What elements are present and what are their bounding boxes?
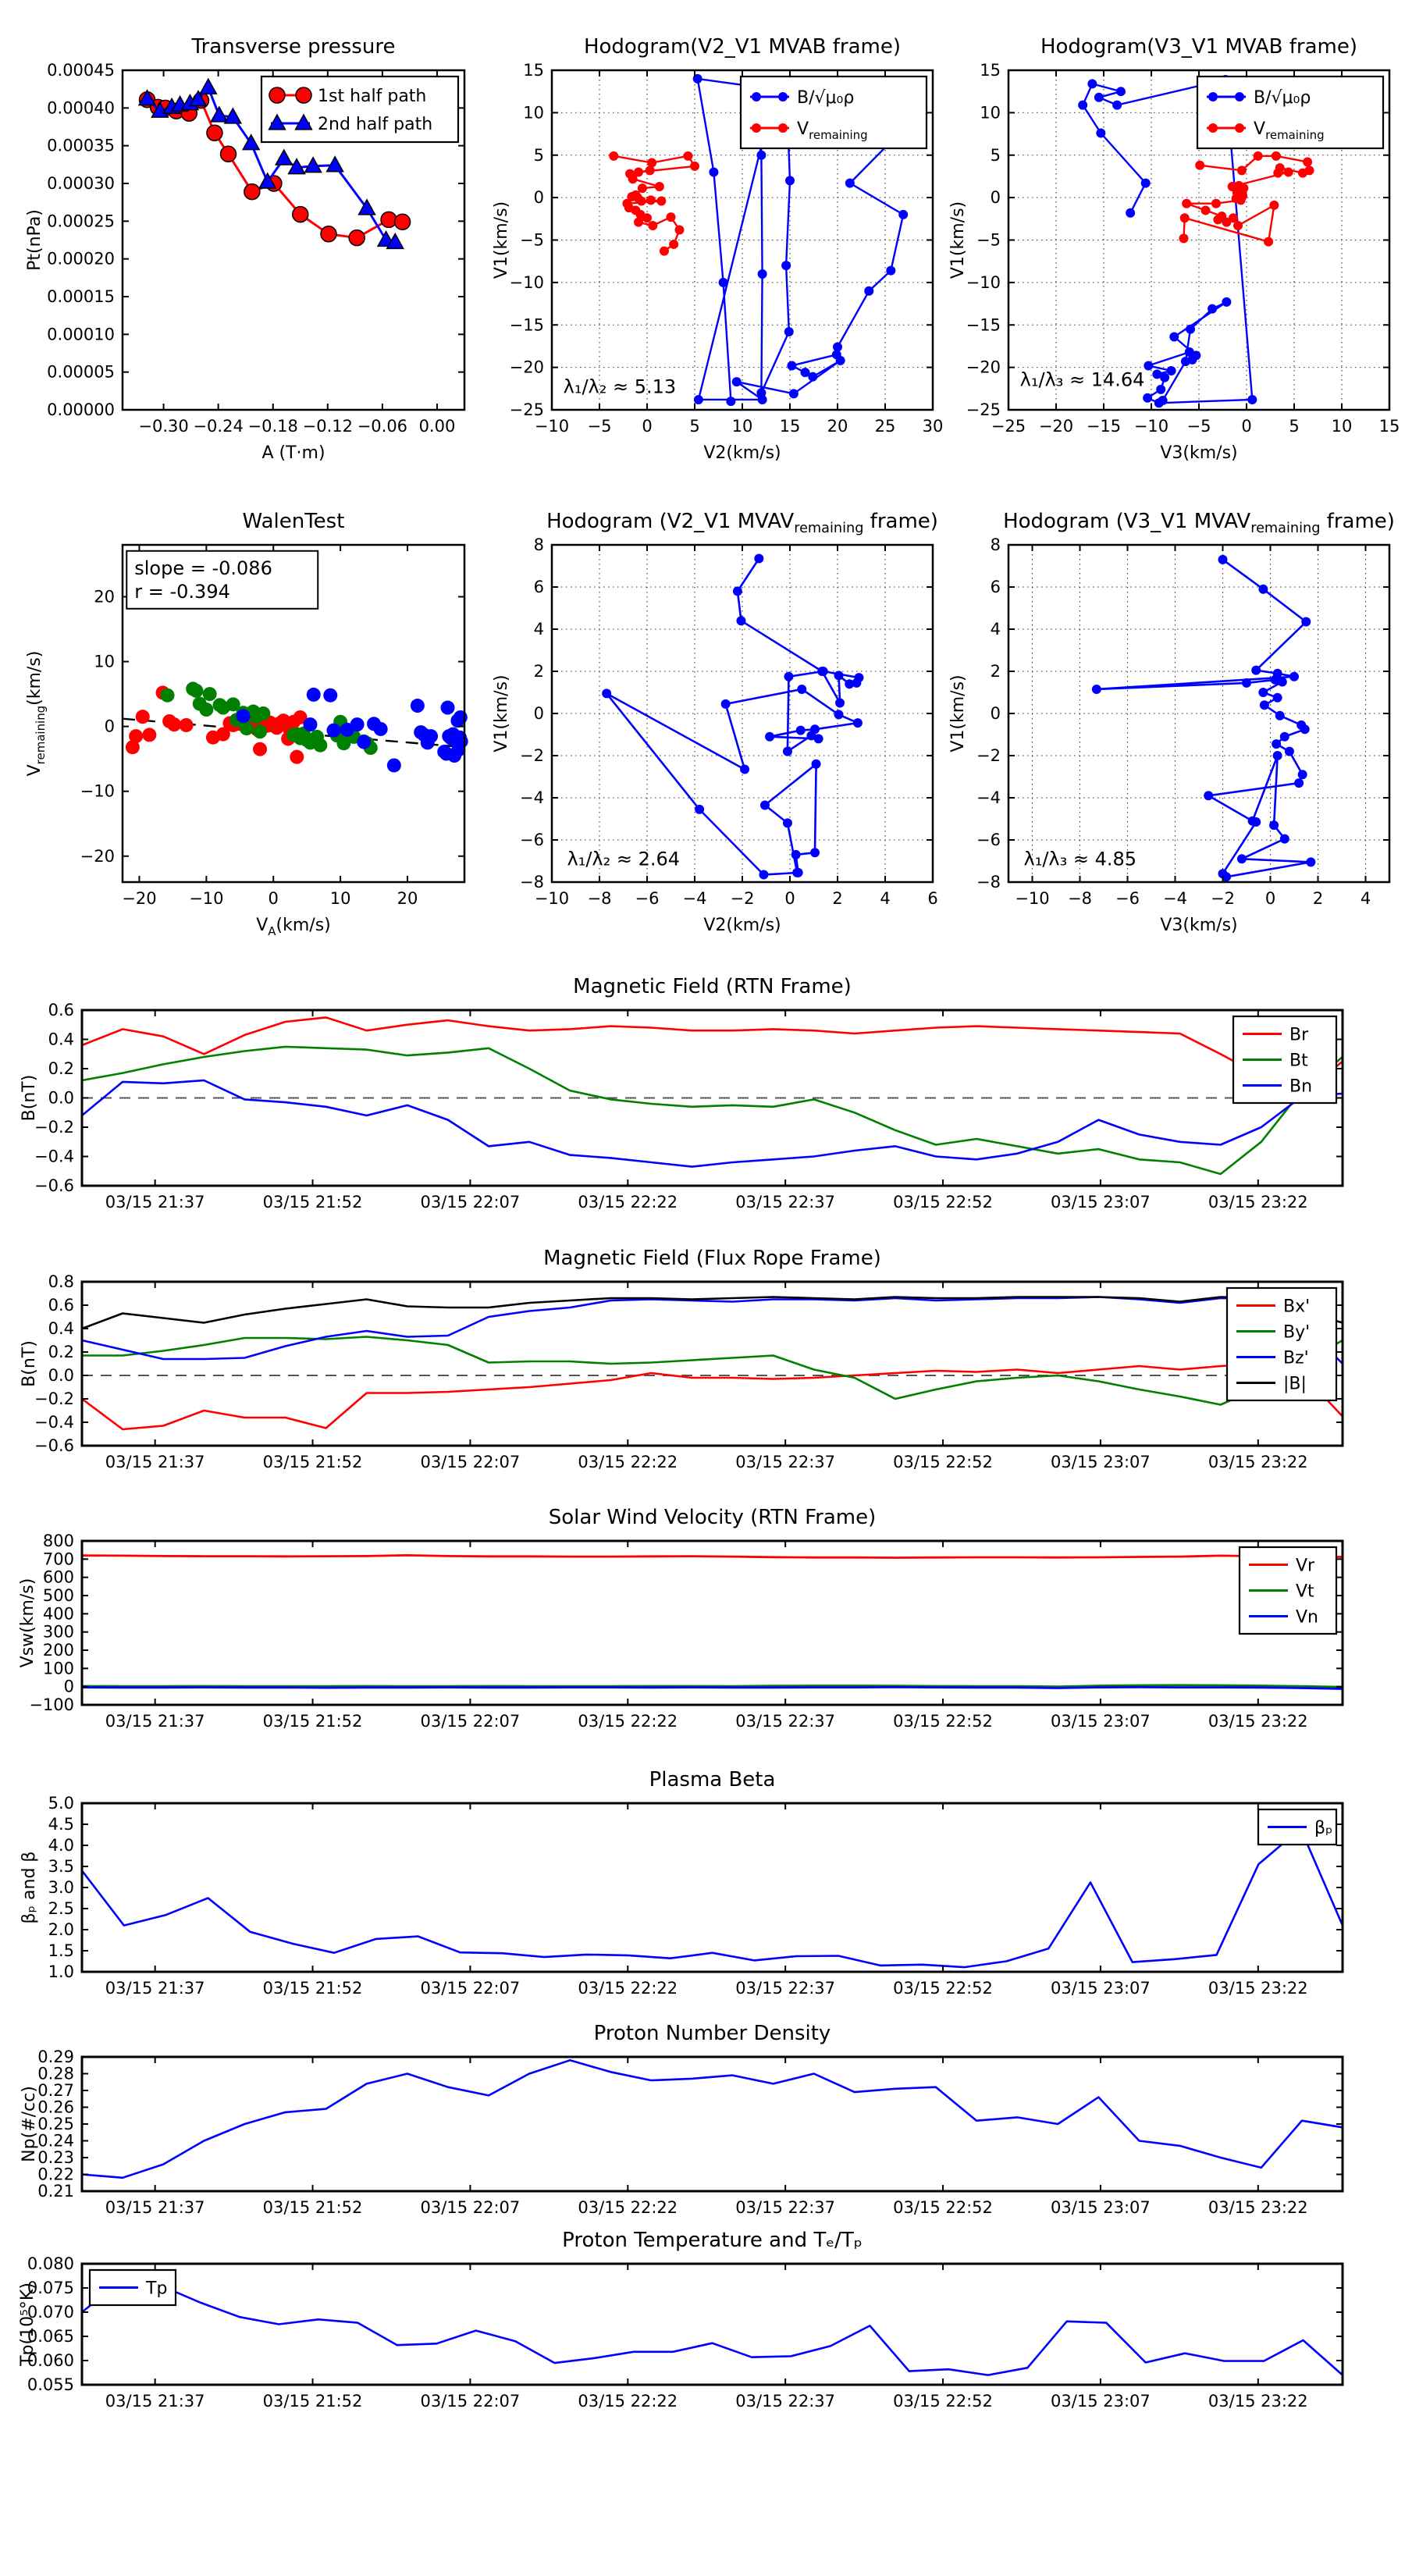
- svg-text:03/15 22:37: 03/15 22:37: [735, 1979, 836, 1998]
- svg-text:0: 0: [268, 889, 279, 908]
- svg-text:03/15 22:52: 03/15 22:52: [893, 2198, 993, 2217]
- svg-text:−8: −8: [520, 873, 544, 891]
- svg-text:0.00000: 0.00000: [47, 400, 115, 419]
- svg-text:−6: −6: [1115, 889, 1140, 908]
- svg-text:03/15 22:07: 03/15 22:07: [420, 1979, 521, 1998]
- svg-text:2: 2: [990, 662, 1001, 681]
- svg-text:03/15 22:22: 03/15 22:22: [578, 1979, 678, 1998]
- svg-text:−10: −10: [80, 781, 115, 801]
- svg-text:03/15 23:07: 03/15 23:07: [1051, 1712, 1151, 1731]
- svg-text:10: 10: [731, 417, 753, 436]
- svg-text:V3(km/s): V3(km/s): [1160, 443, 1238, 463]
- svg-text:−4: −4: [1163, 889, 1187, 908]
- svg-text:0: 0: [642, 417, 653, 436]
- svg-text:V2(km/s): V2(km/s): [703, 916, 781, 935]
- svg-text:Hodogram (V3_V1 MVAVremaining: Hodogram (V3_V1 $MVAV_{remaining}$ frame): [1003, 510, 1395, 536]
- svg-text:−20: −20: [509, 358, 544, 377]
- svg-text:V1(km/s): V1(km/s): [948, 674, 968, 753]
- svg-text:V2(km/s): V2(km/s): [703, 443, 781, 463]
- svg-text:Solar Wind Velocity (RTN Frame: Solar Wind Velocity (RTN Frame): [548, 1506, 877, 1529]
- svg-text:15: 15: [779, 417, 801, 436]
- svg-text:−8: −8: [976, 873, 1001, 891]
- svg-text:0.6: 0.6: [48, 1296, 74, 1315]
- svg-text:r = -0.394: r = -0.394: [134, 580, 230, 603]
- svg-text:0.25: 0.25: [37, 2115, 74, 2133]
- svg-text:−0.2: −0.2: [34, 1118, 74, 1137]
- svg-text:0.00045: 0.00045: [47, 61, 115, 80]
- svg-text:20: 20: [397, 889, 418, 908]
- svg-text:03/15 22:52: 03/15 22:52: [893, 1453, 993, 1471]
- svg-text:03/15 22:07: 03/15 22:07: [420, 1712, 521, 1731]
- svg-text:0: 0: [104, 717, 115, 736]
- svg-text:0.080: 0.080: [27, 2254, 74, 2273]
- svg-text:0: 0: [1241, 417, 1252, 436]
- svg-text:03/15 21:52: 03/15 21:52: [262, 1979, 363, 1998]
- svg-text:03/15 21:52: 03/15 21:52: [262, 1453, 363, 1471]
- svg-text:600: 600: [42, 1567, 74, 1587]
- svg-text:5: 5: [1289, 417, 1300, 436]
- svg-text:500: 500: [42, 1586, 74, 1605]
- svg-text:03/15 21:37: 03/15 21:37: [105, 1712, 205, 1731]
- svg-text:03/15 23:07: 03/15 23:07: [1051, 2392, 1151, 2411]
- svg-text:Vn: Vn: [1296, 1607, 1318, 1628]
- svg-text:03/15 22:22: 03/15 22:22: [578, 1453, 678, 1471]
- svg-text:−2: −2: [730, 889, 755, 908]
- svg-text:4: 4: [1360, 889, 1371, 908]
- svg-text:−20: −20: [122, 889, 157, 908]
- svg-text:−0.6: −0.6: [34, 1436, 74, 1455]
- svg-text:−4: −4: [976, 788, 1001, 807]
- svg-text:βₚ: βₚ: [1314, 1818, 1333, 1838]
- svg-text:−5: −5: [587, 417, 612, 436]
- svg-text:Pt(nPa): Pt(nPa): [25, 209, 44, 271]
- svg-text:Transverse pressure: Transverse pressure: [191, 35, 396, 59]
- svg-text:03/15 22:22: 03/15 22:22: [578, 2198, 678, 2217]
- svg-text:03/15 22:37: 03/15 22:37: [735, 2392, 836, 2411]
- svg-text:−25: −25: [991, 417, 1026, 436]
- svg-text:03/15 23:22: 03/15 23:22: [1208, 2198, 1308, 2217]
- svg-text:−20: −20: [966, 358, 1001, 377]
- svg-text:0: 0: [533, 188, 544, 208]
- svg-text:03/15 22:52: 03/15 22:52: [893, 1712, 993, 1731]
- svg-text:5: 5: [689, 417, 700, 436]
- svg-text:−25: −25: [966, 400, 1001, 419]
- svg-text:|B|: |B|: [1283, 1374, 1307, 1394]
- svg-text:λ₁/λ₃ ≈ 4.85: λ₁/λ₃ ≈ 4.85: [1023, 848, 1137, 870]
- svg-text:V1(km/s): V1(km/s): [492, 674, 511, 753]
- svg-text:8: 8: [990, 535, 1001, 554]
- svg-text:0: 0: [990, 188, 1001, 208]
- svg-text:0.8: 0.8: [48, 1272, 74, 1291]
- svg-text:B/√μ₀ρ: B/√μ₀ρ: [1254, 88, 1311, 108]
- svg-text:03/15 22:52: 03/15 22:52: [893, 2392, 993, 2411]
- svg-text:−0.30: −0.30: [138, 417, 189, 436]
- svg-text:0.00015: 0.00015: [47, 287, 115, 306]
- svg-text:2.0: 2.0: [48, 1920, 74, 1939]
- svg-text:slope = -0.086: slope = -0.086: [134, 557, 272, 579]
- svg-text:Vremaining: $V_{remaining}$: [797, 119, 868, 142]
- svg-text:15: 15: [523, 61, 544, 80]
- svg-text:βₚ and β: βₚ and β: [20, 1851, 39, 1924]
- svg-text:−0.06: −0.06: [357, 417, 408, 436]
- svg-text:5: 5: [533, 145, 544, 165]
- svg-text:Bx': Bx': [1283, 1297, 1311, 1317]
- svg-text:6: 6: [533, 578, 544, 596]
- svg-text:03/15 21:37: 03/15 21:37: [105, 1453, 205, 1471]
- svg-text:Hodogram(V3_V1 MVAB frame): Hodogram(V3_V1 MVAB frame): [1040, 35, 1358, 59]
- svg-text:−15: −15: [966, 315, 1001, 335]
- svg-text:−10: −10: [1133, 417, 1169, 436]
- svg-text:03/15 21:52: 03/15 21:52: [262, 1193, 363, 1212]
- svg-text:−8: −8: [587, 889, 612, 908]
- svg-text:2nd half path: 2nd half path: [318, 115, 433, 134]
- svg-text:−0.4: −0.4: [34, 1413, 74, 1432]
- svg-text:B(nT): B(nT): [20, 1340, 39, 1387]
- svg-text:Bz': Bz': [1283, 1348, 1309, 1368]
- svg-text:0.00: 0.00: [418, 417, 456, 436]
- svg-text:0.29: 0.29: [37, 2048, 74, 2066]
- svg-text:10: 10: [980, 103, 1001, 123]
- svg-text:10: 10: [1331, 417, 1353, 436]
- svg-text:03/15 23:22: 03/15 23:22: [1208, 1193, 1308, 1212]
- svg-text:−0.24: −0.24: [193, 417, 244, 436]
- svg-text:03/15 22:52: 03/15 22:52: [893, 1193, 993, 1212]
- svg-text:B(nT): B(nT): [20, 1074, 39, 1122]
- svg-text:Bn: Bn: [1289, 1076, 1313, 1097]
- svg-text:By': By': [1283, 1322, 1311, 1343]
- svg-text:Proton Number Density: Proton Number Density: [593, 2022, 831, 2045]
- svg-text:03/15 22:22: 03/15 22:22: [578, 1712, 678, 1731]
- svg-text:−0.6: −0.6: [34, 1176, 74, 1195]
- svg-text:4: 4: [533, 620, 544, 639]
- svg-text:15: 15: [980, 61, 1001, 80]
- svg-text:03/15 22:07: 03/15 22:07: [420, 2392, 521, 2411]
- svg-text:20: 20: [827, 417, 848, 436]
- svg-text:0.00025: 0.00025: [47, 212, 115, 231]
- svg-text:V1(km/s): V1(km/s): [492, 201, 511, 279]
- svg-text:800: 800: [42, 1532, 74, 1550]
- svg-text:0.2: 0.2: [48, 1059, 74, 1078]
- svg-text:−25: −25: [509, 400, 544, 419]
- svg-text:−10: −10: [1015, 889, 1050, 908]
- svg-text:03/15 22:37: 03/15 22:37: [735, 1193, 836, 1212]
- svg-text:25: 25: [874, 417, 896, 436]
- svg-text:0: 0: [1264, 889, 1276, 908]
- svg-text:2.5: 2.5: [48, 1899, 74, 1918]
- svg-text:Vt: Vt: [1296, 1582, 1314, 1602]
- svg-text:0.00040: 0.00040: [47, 98, 115, 118]
- svg-text:4: 4: [880, 889, 891, 908]
- svg-text:−0.12: −0.12: [302, 417, 353, 436]
- svg-text:03/15 21:52: 03/15 21:52: [262, 2392, 363, 2411]
- svg-text:−0.18: −0.18: [247, 417, 298, 436]
- svg-text:−4: −4: [682, 889, 707, 908]
- svg-text:−0.2: −0.2: [34, 1389, 74, 1408]
- svg-text:0.23: 0.23: [37, 2148, 74, 2167]
- svg-text:1.5: 1.5: [48, 1941, 74, 1960]
- svg-text:15: 15: [1378, 417, 1400, 436]
- svg-text:−5: −5: [1186, 417, 1211, 436]
- svg-text:Proton Temperature and Tₑ/Tₚ: Proton Temperature and Tₑ/Tₚ: [562, 2229, 863, 2252]
- svg-text:1st half path: 1st half path: [318, 87, 427, 106]
- svg-text:5.0: 5.0: [48, 1794, 74, 1813]
- svg-text:03/15 23:22: 03/15 23:22: [1208, 1712, 1308, 1731]
- svg-text:3.5: 3.5: [48, 1857, 74, 1876]
- svg-text:400: 400: [42, 1604, 74, 1624]
- svg-text:03/15 23:22: 03/15 23:22: [1208, 1453, 1308, 1471]
- svg-text:03/15 22:22: 03/15 22:22: [578, 2392, 678, 2411]
- svg-text:03/15 22:37: 03/15 22:37: [735, 2198, 836, 2217]
- svg-text:−10: −10: [534, 889, 570, 908]
- svg-text:B/√μ₀ρ: B/√μ₀ρ: [797, 88, 855, 108]
- svg-text:03/15 22:37: 03/15 22:37: [735, 1712, 836, 1731]
- svg-text:03/15 22:37: 03/15 22:37: [735, 1453, 836, 1471]
- svg-text:5: 5: [990, 145, 1001, 165]
- svg-text:10: 10: [523, 103, 544, 123]
- svg-text:100: 100: [42, 1659, 74, 1678]
- svg-text:10: 10: [329, 889, 351, 908]
- svg-text:Bt: Bt: [1289, 1051, 1308, 1071]
- svg-text:−2: −2: [520, 746, 544, 765]
- svg-text:λ₁/λ₂ ≈ 5.13: λ₁/λ₂ ≈ 5.13: [563, 375, 677, 398]
- svg-text:2: 2: [533, 662, 544, 681]
- svg-text:2: 2: [1312, 889, 1324, 908]
- svg-text:λ₁/λ₃ ≈ 14.64: λ₁/λ₃ ≈ 14.64: [1019, 368, 1145, 391]
- svg-text:03/15 21:37: 03/15 21:37: [105, 2198, 205, 2217]
- svg-text:0: 0: [63, 1677, 74, 1696]
- svg-text:03/15 23:22: 03/15 23:22: [1208, 2392, 1308, 2411]
- svg-text:0.24: 0.24: [37, 2131, 74, 2151]
- svg-text:−100: −100: [29, 1695, 74, 1714]
- svg-text:03/15 22:07: 03/15 22:07: [420, 1453, 521, 1471]
- svg-text:03/15 23:07: 03/15 23:07: [1051, 2198, 1151, 2217]
- svg-text:0.6: 0.6: [48, 1001, 74, 1019]
- svg-text:−5: −5: [976, 230, 1001, 250]
- svg-text:0.27: 0.27: [37, 2081, 74, 2100]
- svg-text:8: 8: [533, 535, 544, 554]
- svg-text:Np(#/cc): Np(#/cc): [20, 2086, 39, 2162]
- svg-text:4: 4: [990, 620, 1001, 639]
- svg-text:VA(km/s): $V_A(km/s)$: [256, 916, 331, 938]
- svg-text:03/15 23:07: 03/15 23:07: [1051, 1453, 1151, 1471]
- svg-text:−10: −10: [966, 272, 1001, 292]
- svg-text:0.0: 0.0: [48, 1366, 74, 1385]
- svg-text:0: 0: [533, 704, 544, 723]
- svg-text:0.28: 0.28: [37, 2064, 74, 2083]
- svg-text:03/15 23:22: 03/15 23:22: [1208, 1979, 1308, 1998]
- svg-text:03/15 21:37: 03/15 21:37: [105, 1193, 205, 1212]
- svg-text:Plasma Beta: Plasma Beta: [649, 1768, 776, 1791]
- svg-text:0.00020: 0.00020: [47, 249, 115, 269]
- svg-text:03/15 22:07: 03/15 22:07: [420, 2198, 521, 2217]
- svg-text:0.0: 0.0: [48, 1088, 74, 1108]
- svg-text:Hodogram (V2_V1 MVAVremaining: Hodogram (V2_V1 $MVAV_{remaining}$ frame): [546, 510, 938, 536]
- svg-text:0.055: 0.055: [27, 2375, 74, 2394]
- svg-text:Br: Br: [1289, 1025, 1309, 1045]
- svg-text:4.5: 4.5: [48, 1815, 74, 1834]
- svg-text:Hodogram(V2_V1 MVAB frame): Hodogram(V2_V1 MVAB frame): [583, 35, 902, 59]
- svg-text:0.22: 0.22: [37, 2165, 74, 2184]
- svg-text:−10: −10: [534, 417, 570, 436]
- svg-text:0.26: 0.26: [37, 2097, 74, 2117]
- svg-text:Vsw(km/s): Vsw(km/s): [18, 1578, 37, 1668]
- svg-text:1.0: 1.0: [48, 1962, 74, 1981]
- svg-text:700: 700: [42, 1550, 74, 1569]
- svg-text:300: 300: [42, 1622, 74, 1642]
- svg-text:−6: −6: [635, 889, 660, 908]
- svg-text:−15: −15: [1086, 417, 1122, 436]
- svg-text:0.4: 0.4: [48, 1319, 74, 1338]
- svg-text:03/15 23:07: 03/15 23:07: [1051, 1193, 1151, 1212]
- svg-text:03/15 21:52: 03/15 21:52: [262, 1712, 363, 1731]
- svg-text:0.065: 0.065: [27, 2327, 74, 2346]
- svg-text:03/15 21:52: 03/15 21:52: [262, 2198, 363, 2217]
- svg-text:0.00035: 0.00035: [47, 136, 115, 155]
- svg-text:λ₁/λ₂ ≈ 2.64: λ₁/λ₂ ≈ 2.64: [567, 848, 681, 870]
- svg-text:−10: −10: [189, 889, 224, 908]
- svg-text:6: 6: [990, 578, 1001, 596]
- svg-text:03/15 22:52: 03/15 22:52: [893, 1979, 993, 1998]
- svg-text:6: 6: [927, 889, 938, 908]
- svg-text:−0.4: −0.4: [34, 1147, 74, 1166]
- svg-text:0.00005: 0.00005: [47, 362, 115, 382]
- svg-text:03/15 21:37: 03/15 21:37: [105, 1979, 205, 1998]
- svg-text:2: 2: [832, 889, 843, 908]
- svg-text:−20: −20: [80, 846, 115, 866]
- svg-text:Vremaining: $V_{remaining}$: [1254, 119, 1325, 142]
- svg-text:−8: −8: [1068, 889, 1092, 908]
- svg-text:200: 200: [42, 1641, 74, 1660]
- svg-text:20: 20: [94, 587, 115, 607]
- svg-text:03/15 22:07: 03/15 22:07: [420, 1193, 521, 1212]
- svg-text:0.00010: 0.00010: [47, 325, 115, 344]
- svg-text:0.075: 0.075: [27, 2279, 74, 2297]
- svg-text:Magnetic Field (RTN Frame): Magnetic Field (RTN Frame): [573, 975, 852, 998]
- svg-text:30: 30: [922, 417, 944, 436]
- svg-text:0.2: 0.2: [48, 1343, 74, 1361]
- svg-text:−20: −20: [1038, 417, 1074, 436]
- svg-text:0.00030: 0.00030: [47, 174, 115, 193]
- svg-text:−2: −2: [976, 746, 1001, 765]
- svg-text:10: 10: [94, 652, 115, 671]
- svg-text:−6: −6: [520, 831, 544, 849]
- svg-text:03/15 22:22: 03/15 22:22: [578, 1193, 678, 1212]
- svg-text:Vremaining(km/s): $V_{remaining}(km/s)$: [25, 650, 48, 777]
- svg-text:Magnetic Field (Flux Rope Fram: Magnetic Field (Flux Rope Frame): [543, 1247, 881, 1270]
- svg-text:−6: −6: [976, 831, 1001, 849]
- svg-text:03/15 23:07: 03/15 23:07: [1051, 1979, 1151, 1998]
- svg-text:4.0: 4.0: [48, 1836, 74, 1855]
- svg-text:0.4: 0.4: [48, 1030, 74, 1049]
- svg-text:WalenTest: WalenTest: [242, 510, 345, 533]
- svg-text:0: 0: [784, 889, 795, 908]
- svg-text:−4: −4: [520, 788, 544, 807]
- svg-text:V1(km/s): V1(km/s): [948, 201, 968, 279]
- svg-text:A (T·m): A (T·m): [261, 443, 325, 463]
- svg-text:V3(km/s): V3(km/s): [1160, 916, 1238, 935]
- svg-text:0: 0: [990, 704, 1001, 723]
- svg-text:Tp: Tp: [146, 2279, 168, 2299]
- svg-text:Vr: Vr: [1296, 1556, 1315, 1576]
- svg-text:−2: −2: [1211, 889, 1235, 908]
- svg-text:−10: −10: [509, 272, 544, 292]
- svg-text:03/15 21:37: 03/15 21:37: [105, 2392, 205, 2411]
- svg-text:Tp(10⁵°K): Tp(10⁵°K): [18, 2282, 37, 2366]
- svg-text:0.21: 0.21: [37, 2182, 74, 2201]
- svg-text:−15: −15: [509, 315, 544, 335]
- svg-text:0.070: 0.070: [27, 2303, 74, 2322]
- svg-text:3.0: 3.0: [48, 1878, 74, 1897]
- svg-text:−5: −5: [520, 230, 544, 250]
- svg-text:0.060: 0.060: [27, 2351, 74, 2370]
